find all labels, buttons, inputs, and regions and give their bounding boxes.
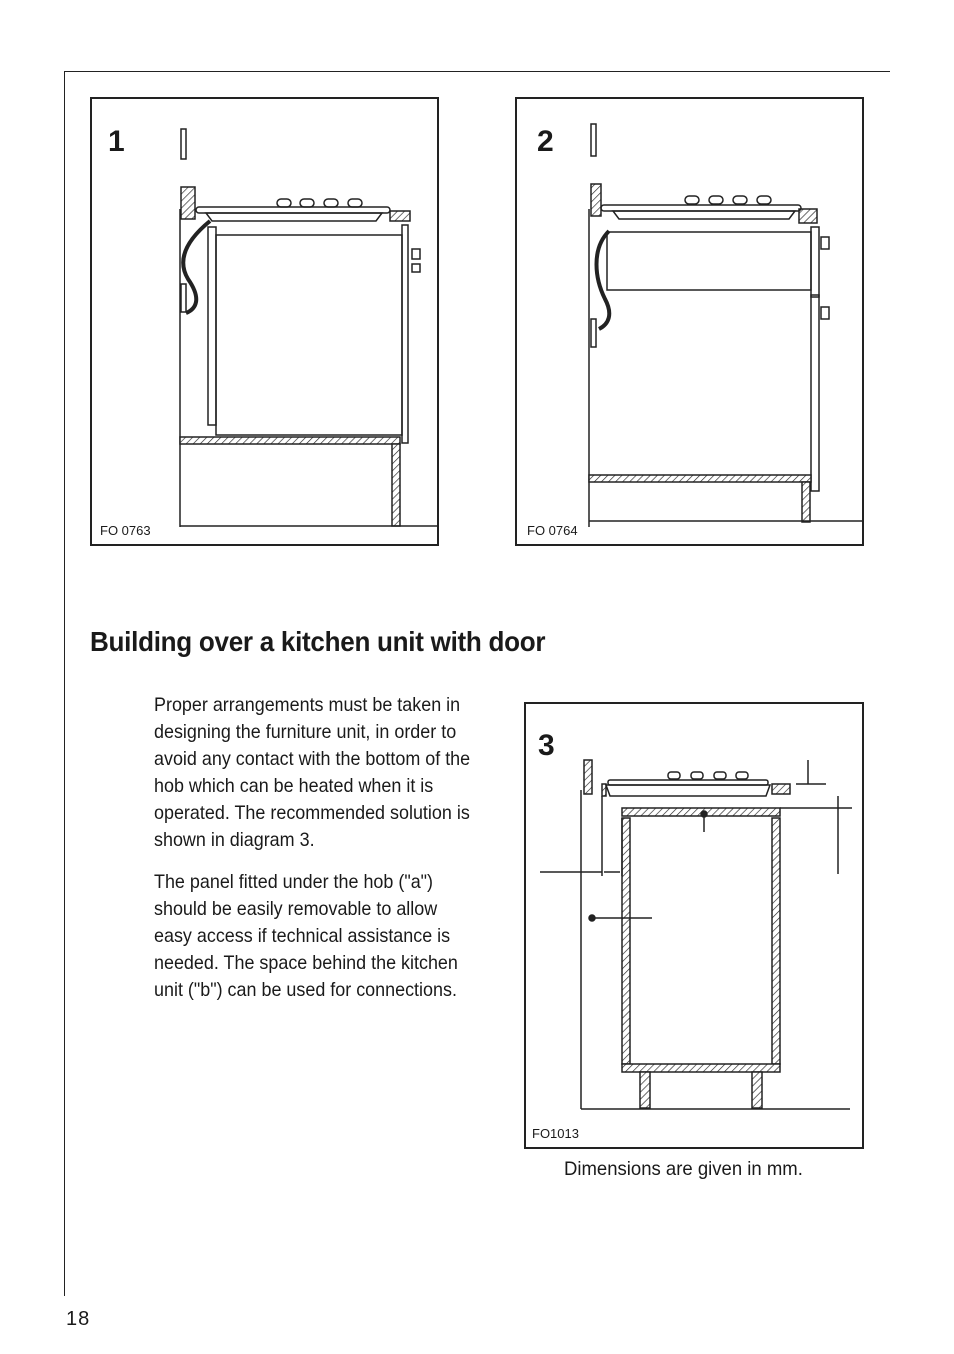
figure-3-drawing [526,704,866,1151]
section-heading: Building over a kitchen unit with door [90,626,546,657]
figure-1 [90,97,439,546]
figure-code: FO 0764 [527,523,578,538]
figure-code: FO1013 [532,1126,579,1141]
figure-3 [524,702,864,1149]
figure-number: 3 [538,729,555,762]
figure-2-drawing [517,99,866,548]
page-frame-top [64,71,890,72]
figure-2 [515,97,864,546]
page-number: 18 [66,1308,91,1330]
figure-number: 1 [108,125,125,158]
figure-number: 2 [537,125,554,158]
paragraph-2: The panel fitted under the hob ("a") should be easily removable to allow easy access if technical assistance is needed. The space behind the kitchen unit ("b") can be used for connections. [154,871,458,1001]
paragraph-1: Proper arrangements must be taken in designing the furniture unit, in order to avoid any contact with the bottom of the hob which can be heated when it is operated. The recommended solution is shown in diagram 3. [154,694,471,851]
page-frame-left [64,71,65,1296]
figure-1-drawing [92,99,441,548]
figure-code: FO 0763 [100,523,151,538]
dimensions-caption: Dimensions are given in mm. [564,1158,803,1180]
